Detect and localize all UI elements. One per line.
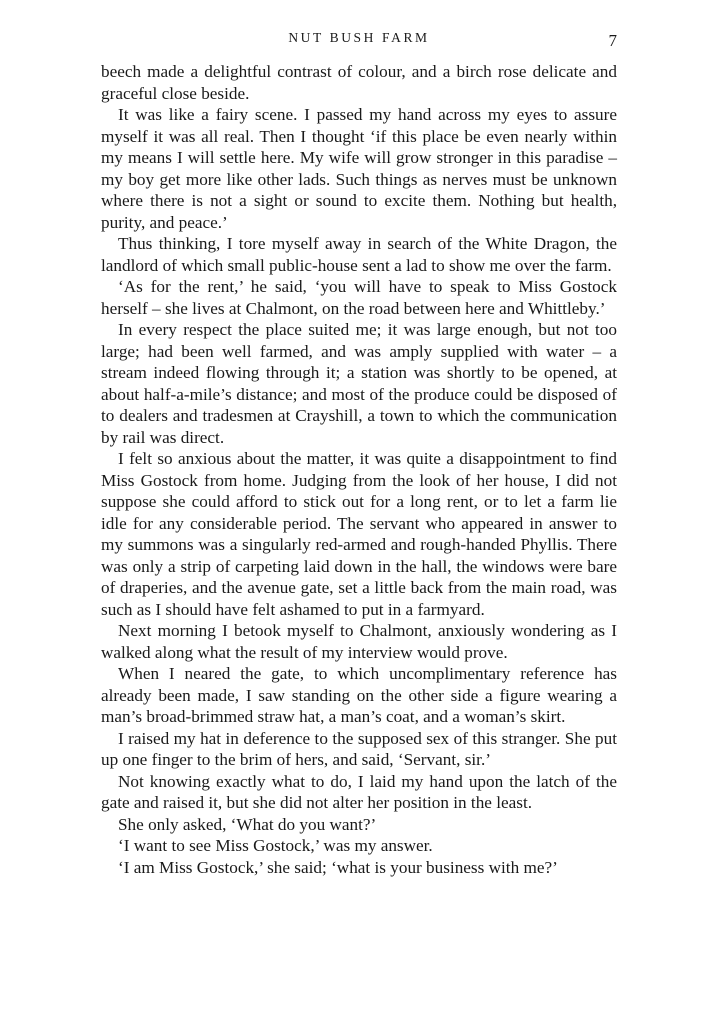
paragraph: In every respect the place suited me; it was large enough, but not too large; had been well farmed, and was amply supplied with water – a stream indeed flowing through it; a station was shortly to be opened, at about half-a-mile’s distance; and most of the produce could be disposed of to dealers and tradesmen at Crayshill, a town to which the communication by rail was direct. (101, 320, 617, 447)
paragraph: ‘As for the rent,’ he said, ‘you will have to speak to Miss Gostock herself – she lives at Chalmont, on the road between here and Whittleby.’ (101, 277, 617, 318)
paragraph: Thus thinking, I tore myself away in search of the White Dragon, the landlord of which small public-house sent a lad to show me over the farm. (101, 234, 617, 275)
page-number: 7 (608, 31, 617, 50)
body-text (101, 61, 617, 878)
paragraph: She only asked, ‘What do you want?’ (118, 814, 377, 834)
paragraph: ‘I am Miss Gostock,’ she said; ‘what is your business with me?’ (118, 857, 558, 877)
paragraph: Next morning I betook myself to Chalmont, anxiously wondering as I walked along what the result of my interview would prove. (101, 621, 617, 662)
paragraph: I raised my hat in deference to the supposed sex of this stranger. She put up one finger to the brim of hers, and said, ‘Servant, sir.’ (101, 728, 617, 769)
paragraph: When I neared the gate, to which uncomplimentary reference has already been made, I saw standing on the other side a figure wearing a man’s broad-brimmed straw hat, a man’s coat, and a woman’s skirt. (101, 664, 617, 726)
paragraph: It was like a fairy scene. I passed my hand across my eyes to assure myself it was all real. Then I thought ‘if this place be even nearly within my means I will settle here. My wife will grow stronger in this paradise – my boy get more like other lads. Such things as nerves must be unknown where there is not a sight or sound to excite them. Nothing but health, purity, and peace.’ (101, 105, 617, 232)
paragraph: beech made a delightful contrast of colour, and a birch rose delicate and graceful close beside. (101, 62, 617, 103)
running-title: NUT BUSH FARM (288, 30, 430, 45)
paragraph: Not knowing exactly what to do, I laid my hand upon the latch of the gate and raised it, but she did not alter her position in the least. (101, 771, 617, 812)
running-head (101, 30, 617, 52)
paragraph: ‘I want to see Miss Gostock,’ was my answer. (118, 836, 433, 855)
paragraph: I felt so anxious about the matter, it was quite a disappointment to find Miss Gostock from home. Judging from the look of her house, I did not suppose she could afford to stick out for a long rent, or to let a farm lie idle for any considerable period. The servant who appeared in answer to my summons was a singularly red-armed and rough-handed Phyllis. There was only a strip of carpeting laid down in the hall, the windows were bare of draperies, and the avenue gate, set a little back from the main road, was such as I should have felt ashamed to put in a farmyard. (101, 449, 617, 619)
